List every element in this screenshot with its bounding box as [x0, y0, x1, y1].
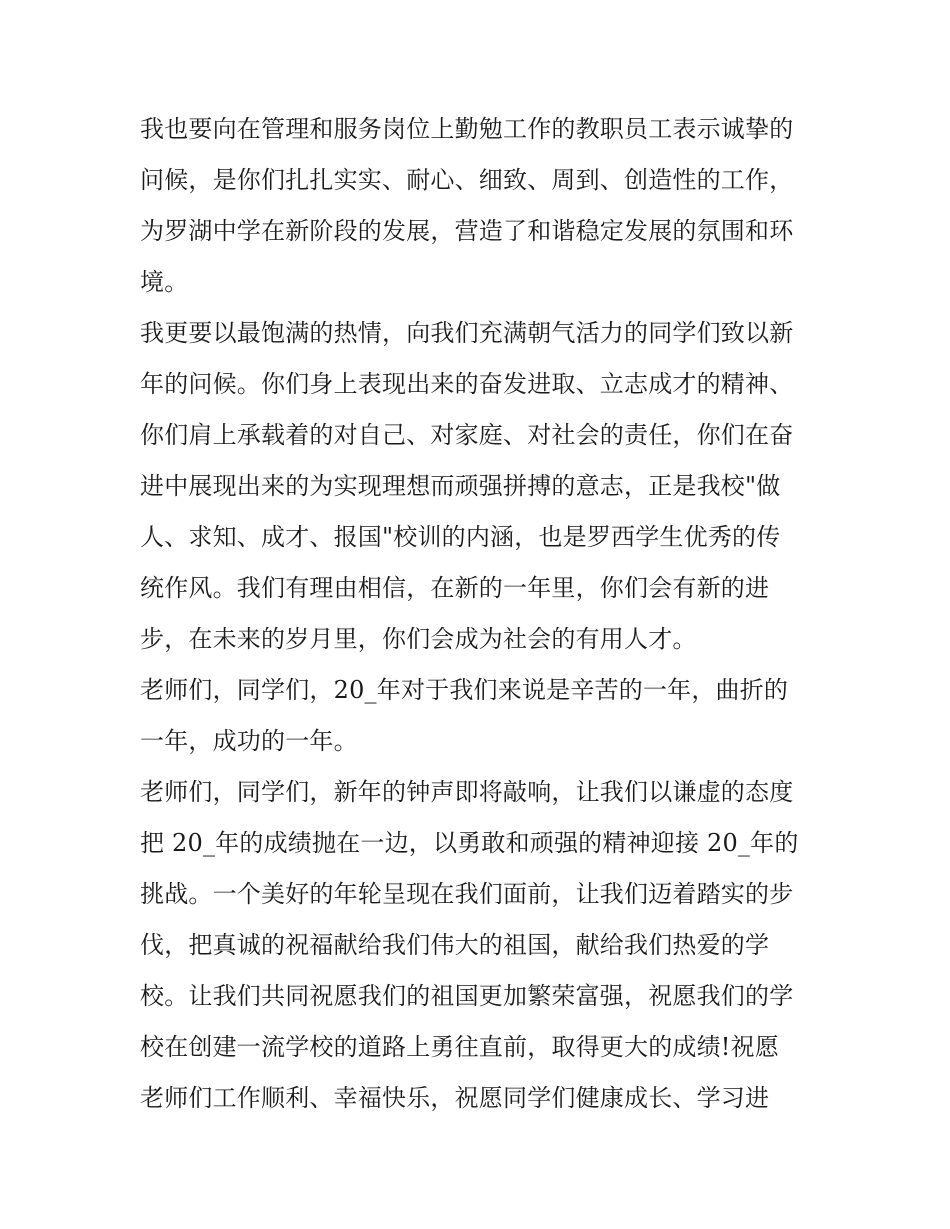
text-line: 人、求知、成才、报国"校训的内涵，也是罗西学生优秀的传 [140, 523, 781, 551]
text-line: 为罗湖中学在新阶段的发展，营造了和谐稳定发展的氛围和环 [140, 217, 794, 245]
text-line: 校在创建一流学校的道路上勇往直前，取得更大的成绩!祝愿 [140, 1033, 780, 1061]
paragraph-staff-greeting [140, 104, 812, 308]
paragraph-student-greeting [140, 308, 812, 665]
text-line: 把 20_年的成绩抛在一边，以勇敢和顽强的精神迎接 20_年的 [140, 829, 799, 857]
document-body [140, 104, 812, 1124]
text-line: 进中展现出来的为实现理想而顽强拼搏的意志，正是我校"做 [140, 472, 781, 500]
text-line: 老师们，同学们，20_年对于我们来说是辛苦的一年，曲折的 [140, 676, 789, 704]
text-line: 统作风。我们有理由相信，在新的一年里，你们会有新的进 [140, 574, 770, 602]
text-line: 问候，是你们扎扎实实、耐心、细致、周到、创造性的工作， [140, 166, 794, 194]
text-line: 你们肩上承载着的对自己、对家庭、对社会的责任，你们在奋 [140, 421, 794, 449]
paragraph-new-year-wishes [140, 767, 812, 1124]
text-line: 境。 [140, 268, 189, 296]
text-line: 校。让我们共同祝愿我们的祖国更加繁荣富强，祝愿我们的学 [140, 982, 794, 1010]
text-line: 老师们工作顺利、幸福快乐，祝愿同学们健康成长、学习进 [140, 1084, 770, 1112]
paragraph-year-summary [140, 665, 812, 767]
text-line: 挑战。一个美好的年轮呈现在我们面前，让我们迈着踏实的步 [140, 880, 794, 908]
text-line: 老师们，同学们，新年的钟声即将敲响，让我们以谦虚的态度 [140, 778, 794, 806]
text-line: 步，在未来的岁月里，你们会成为社会的有用人才。 [140, 625, 697, 653]
text-line: 伐，把真诚的祝福献给我们伟大的祖国，献给我们热爱的学 [140, 931, 770, 959]
text-line: 一年，成功的一年。 [140, 727, 358, 755]
text-line: 年的问候。你们身上表现出来的奋发进取、立志成才的精神、 [140, 370, 794, 398]
text-line: 我更要以最饱满的热情，向我们充满朝气活力的同学们致以新 [140, 319, 794, 347]
text-line: 我也要向在管理和服务岗位上勤勉工作的教职员工表示诚挚的 [140, 115, 794, 143]
